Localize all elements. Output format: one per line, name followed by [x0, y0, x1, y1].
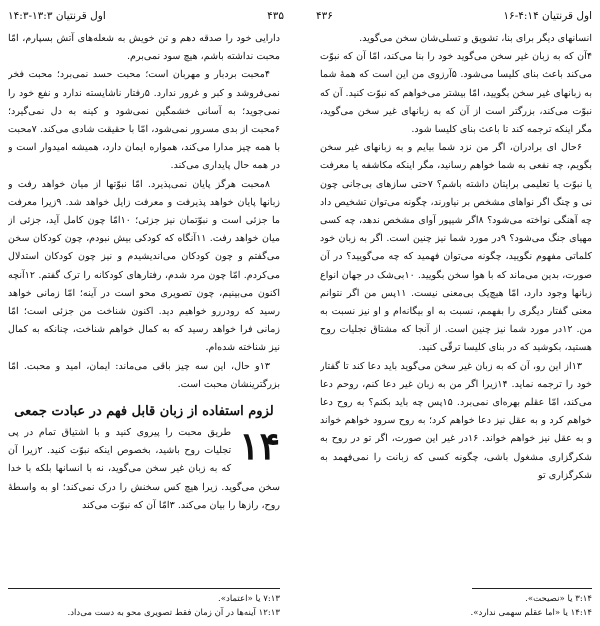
right-footnote-1: ۳:۱۴ یا «نصیحت».: [525, 594, 592, 604]
right-header-title: اول قرنتیان ۴:۱۴-۱۶: [503, 10, 592, 22]
paragraph: ۶حال ای برادران، اگر من نزد شما بیایم و به زبانهای غیر سخن بگویم، چه نفعی به شما خواهم رسانید، مگر اینکه مکاشفه یا معرفت یا نبوّت یا تعلیمی برایتان داشته باشم؟ ۷حتی سازهای بی‌جانی چون نی و چنگ اگر نواهای مشخص بر نیاورند، چگونه می‌توان تشخیص داد چه آهنگی نواخته می‌شود؟ ۸اگر شیپور آوای مشخص ندهد، چه کسی مهیای جنگ می‌شود؟ ۹در مورد شما نیز چنین است. اگر به زبان خود کلماتی مفهوم نگویید، چگونه می‌توان فهمید که چه می‌گویید؟ در آن صورت، بدین می‌ماند که با هوا سخن بگویید. ۱۰بی‌شک در جهان انواع زبانها وجود دارد، امّا هیچ‌یک بی‌معنی نیست. ۱۱پس من اگر نتوانم معنی گفتار دیگری را بفهمم، نسبت به او بیگانه‌ام و او نیز نسبت به من. ۱۲در مورد شما نیز چنین است. از آنجا که مشتاق تجلیات روح هستید، بکوشید که در بنای کلیسا ترقّی کنید.: [320, 142, 592, 354]
right-footnote-rule: [472, 588, 592, 589]
section-heading: لزوم استفاده از زبان قابل فهم در عبادت جمعی: [14, 404, 274, 420]
right-page-header: [316, 8, 592, 24]
left-footnote-2: ۱۲:۱۳ آینه‌ها در آن زمان فقط تصویری محو به دست می‌داد.: [67, 608, 280, 618]
paragraph-text: طریق محبت را پیروی کنید و با اشتیاق تمام در پی تجلیات روح باشید، بخصوص اینکه نبوّت کنید. ۲زیرا آن که به زبان غیر سخن می‌گوید، نه با انسانها بلکه با خدا سخن می‌گوید. زیرا هیچ کس سخنش را درک نمی‌کند؛ او به واسطهٔ روح، رازها را بیان می‌کند. ۳امّا آن که نبوّت می‌کند: [8, 427, 280, 511]
paragraph: دارایی خود را صدقه دهم و تن خویش به شعله‌های آتش بسپارم، امّا محبت نداشته باشم، هیچ سود نمی‌برم.: [8, 33, 280, 63]
left-page-header: [8, 8, 284, 24]
paragraph: ۱۳و حال، این سه چیز باقی می‌ماند: ایمان، امید و محبت. امّا بزرگترینشان محبت است.: [8, 360, 280, 390]
chapter-number: ۱۴: [239, 423, 280, 469]
right-header-page-number: ۴۳۶: [316, 10, 333, 22]
right-footnote-2: ۱۴:۱۴ یا «اما عقلم سهمی ندارد».: [470, 608, 592, 618]
right-page-column: [320, 30, 592, 582]
paragraph: ۱۳از این رو، آن که به زبان غیر سخن می‌گوید باید دعا کند تا گفتار خود را ترجمه نماید. ۱۴زیرا اگر من به زبان غیر دعا کنم، روحم دعا می‌کند، امّا عقلم بهره‌ای نمی‌برد. ۱۵پس چه باید بکنم؟ به روح دعا خواهم کرد و به عقل نیز دعا خواهم کرد؛ به روح سرود خواهم خواند و به عقل نیز خواهم خواند. ۱۶در غیر این صورت، اگر تو در روح به شکرگزاری مشغول باشی، چگونه کسی که زبانت را نمی‌فهمد به شکرگزاری تو: [320, 360, 592, 481]
paragraph: ۴محبت بردبار و مهربان است؛ محبت حسد نمی‌برد؛ محبت فخر نمی‌فروشد و کبر و غرور ندارد. ۵رفتار ناشایسته ندارد و نفع خود را نمی‌جوید؛ به آسانی خشمگین نمی‌شود و کینه به دل نمی‌گیرد؛ ۶محبت از بدی مسرور نمی‌شود، امّا با حقیقت شادی می‌کند. ۷محبت با همه چیز مدارا می‌کند، همواره ایمان دارد، همیشه امیدوار است و در همه حال پایداری می‌کند.: [8, 69, 280, 172]
paragraph: ۴آن که به زبان غیر سخن می‌گوید خود را بنا می‌کند، امّا آن که نبوّت می‌کند باعث بنای کلیسا می‌شود. ۵آرزوی من این است که همهٔ شما به زبانهای غیر سخن بگویید، امّا بیشتر می‌خواهم که نبوّت کنید. آن که نبوّت می‌کند، بزرگتر است از آن که به زبانهای غیر سخن می‌گوید، مگر اینکه ترجمه کند تا باعث بنای کلیسا شود.: [320, 51, 592, 136]
left-header-title: اول قرنتیان ۱۳:۳-۱۴:۳: [8, 10, 106, 22]
left-footnote-1: ۷:۱۳ یا «اعتماد».: [218, 594, 280, 604]
left-header-page-number: ۴۳۵: [267, 10, 284, 22]
left-page-column: [8, 30, 280, 582]
left-footnote-rule: [8, 588, 280, 589]
paragraph: ۸محبت هرگز پایان نمی‌پذیرد. امّا نبوّتها از میان خواهد رفت و زبانها پایان خواهد پذیرفت و معرفت زایل خواهد شد. ۹زیرا معرفت ما جزئی است و نبوّتمان نیز جزئی؛ ۱۰امّا چون کامل آید، جزئی از میان خواهد رفت. ۱۱آنگاه که کودکی بیش نبودم، چون کودکان سخن می‌گفتم و چون کودکان می‌اندیشیدم و نیز چون کودکان استدلال می‌کردم. امّا چون مرد شدم، رفتارهای کودکانه را ترک گفتم. ۱۲آنچه اکنون می‌بینیم، چون تصویری محو است در آینه؛ امّا زمانی خواهد رسید که رو‌در‌رو خواهیم دید. اکنون شناخت من جزئی است؛ امّا زمانی فرا خواهد رسید که به کمال خواهم شناخت، چنانکه به کمال نیز شناخته شده‌ام.: [8, 178, 280, 354]
chapter-paragraph: [8, 424, 280, 515]
paragraph: انسانهای دیگر برای بنا، تشویق و تسلی‌شان سخن می‌گوید.: [359, 33, 592, 44]
